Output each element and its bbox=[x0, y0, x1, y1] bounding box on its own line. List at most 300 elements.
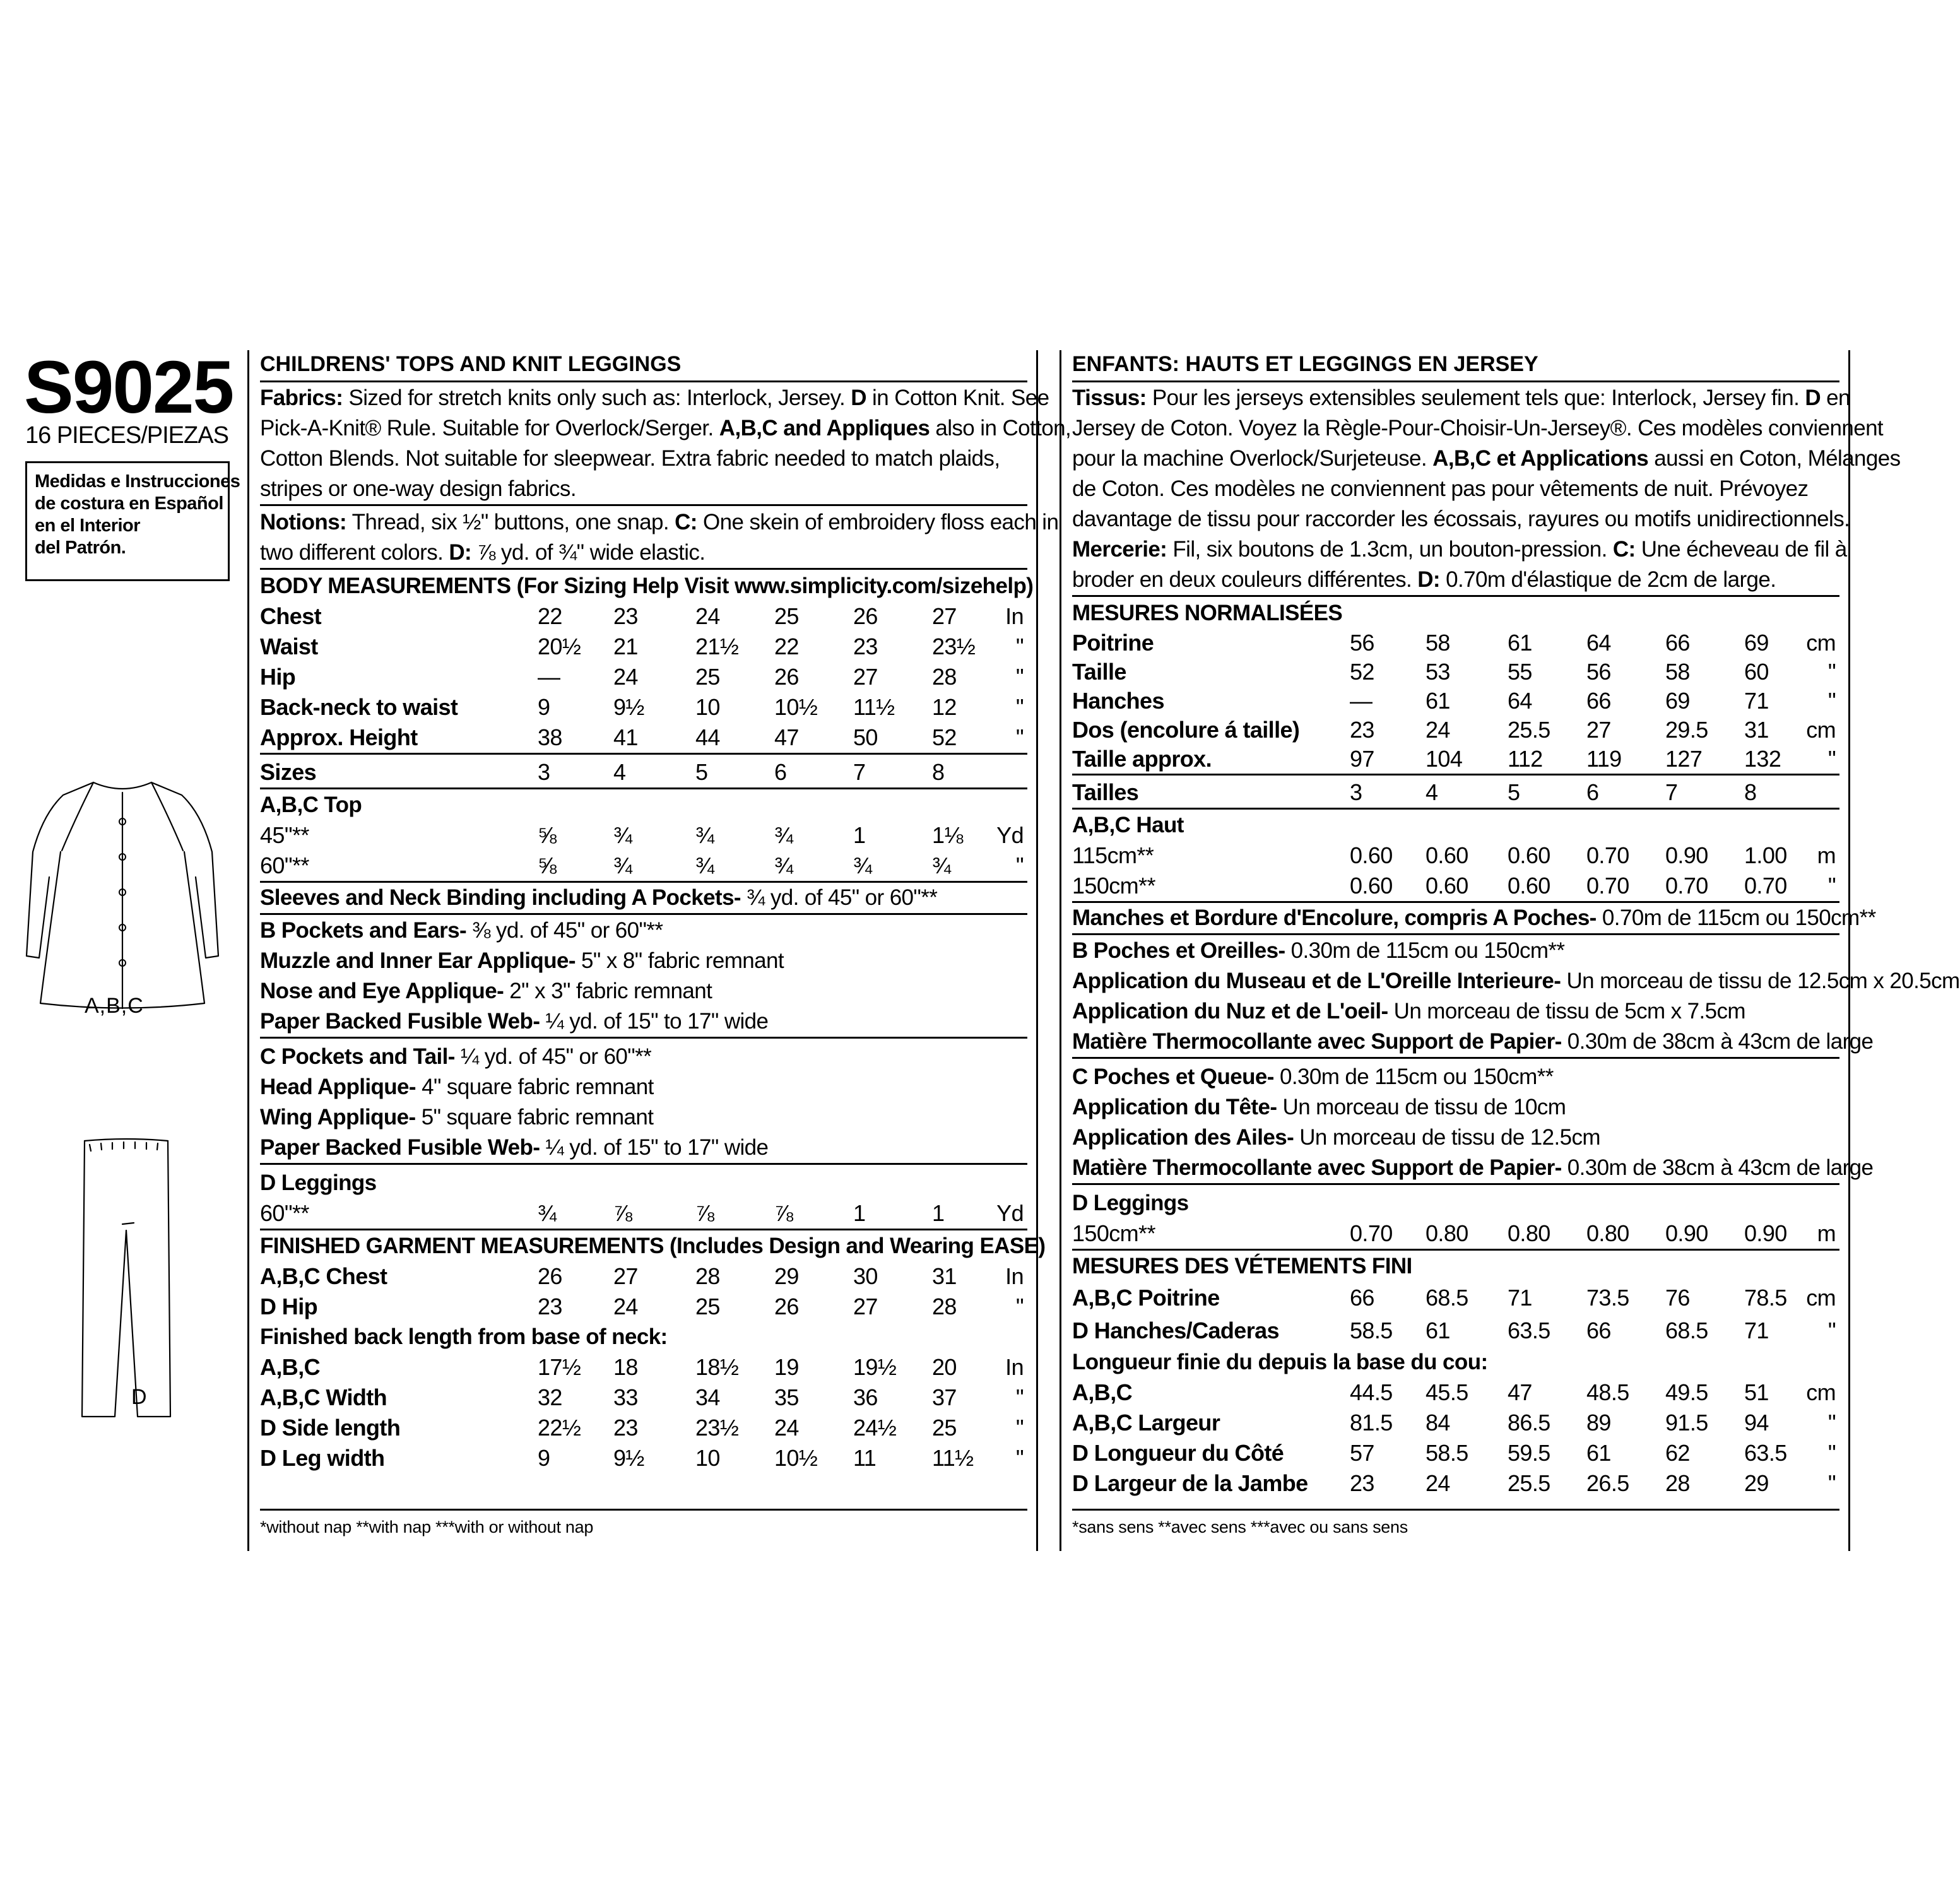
row-label: A,B,C bbox=[260, 1354, 320, 1380]
size-value: 29.5 bbox=[1665, 717, 1708, 743]
unit-label: m bbox=[1817, 842, 1836, 868]
size-value: 5 bbox=[1508, 779, 1520, 805]
unit-label: Yd bbox=[996, 822, 1024, 848]
section-heading: FINISHED GARMENT MEASUREMENTS (Includes Design and Wearing EASE) bbox=[260, 1234, 1046, 1258]
size-value: 25 bbox=[695, 664, 720, 690]
requirement-line: Application des Ailes- Un morceau de tissu de 12.5cm bbox=[1072, 1125, 1600, 1150]
row-label: D Side length bbox=[260, 1415, 401, 1441]
fabrics-line: Tissus: Pour les jerseys extensibles seulement tels que: Interlock, Jersey fin. D en bbox=[1072, 386, 1850, 410]
requirement-line: Application du Museau et de L'Oreille Interieure- Un morceau de tissu de 12.5cm x 20.5cm bbox=[1072, 969, 1960, 993]
unit-label: " bbox=[1827, 1470, 1836, 1496]
size-value: ¾ bbox=[613, 852, 632, 878]
size-value: 26 bbox=[774, 664, 799, 690]
section-heading: MESURES NORMALISÉES bbox=[1072, 601, 1343, 625]
size-value: 0.60 bbox=[1508, 842, 1550, 868]
size-value: 24 bbox=[613, 664, 638, 690]
size-value: 22½ bbox=[538, 1415, 581, 1441]
size-value: 4 bbox=[1426, 779, 1438, 805]
unit-label: " bbox=[1015, 664, 1024, 690]
english-title: CHILDRENS' TOPS AND KNIT LEGGINGS bbox=[260, 350, 1027, 382]
body-measurements-section bbox=[1072, 598, 1839, 775]
size-value: 0.80 bbox=[1508, 1220, 1550, 1246]
size-value: 69 bbox=[1665, 688, 1690, 714]
english-column bbox=[247, 350, 1072, 1551]
requirement-line: B Poches et Oreilles- 0.30m de 115cm ou 150cm** bbox=[1072, 938, 1565, 963]
size-value: ¾ bbox=[695, 822, 714, 848]
french-column bbox=[1060, 350, 1960, 1551]
unit-label: m bbox=[1817, 1220, 1836, 1246]
size-value: 44.5 bbox=[1350, 1379, 1393, 1405]
size-value: 49.5 bbox=[1665, 1379, 1708, 1405]
unit-label: " bbox=[1015, 634, 1024, 659]
sleeves-section bbox=[1072, 903, 1876, 935]
size-value: 18½ bbox=[695, 1354, 739, 1380]
size-value: 57 bbox=[1350, 1440, 1374, 1466]
size-value: 61 bbox=[1426, 1318, 1450, 1343]
row-label: D Hip bbox=[260, 1294, 317, 1319]
row-label: Taille bbox=[1072, 659, 1126, 685]
size-value: 68.5 bbox=[1426, 1285, 1468, 1311]
size-value: 0.90 bbox=[1744, 1220, 1787, 1246]
size-value: ¾ bbox=[774, 852, 793, 878]
size-value: 104 bbox=[1426, 746, 1463, 772]
leggings-view-drawing bbox=[76, 1129, 177, 1420]
unit-label: cm bbox=[1806, 1379, 1836, 1405]
unit-label: " bbox=[1827, 1318, 1836, 1343]
size-value: 21 bbox=[613, 634, 638, 659]
section-heading: D Leggings bbox=[260, 1171, 377, 1195]
size-value: — bbox=[538, 664, 560, 690]
table-row bbox=[260, 1352, 1027, 1383]
table-row bbox=[1072, 777, 1839, 808]
row-label: Hanches bbox=[1072, 688, 1164, 714]
size-value: 34 bbox=[695, 1384, 720, 1410]
leggings-yardage-section bbox=[260, 1168, 1027, 1230]
size-value: 28 bbox=[1665, 1470, 1690, 1496]
size-value: 9½ bbox=[613, 694, 644, 720]
section-heading: MESURES DES VÉTEMENTS FINI bbox=[1072, 1254, 1412, 1278]
size-value: 0.60 bbox=[1426, 873, 1468, 899]
size-value: 64 bbox=[1508, 688, 1532, 714]
size-value: 24 bbox=[613, 1294, 638, 1319]
table-row bbox=[1072, 716, 1839, 745]
unit-label: In bbox=[1005, 603, 1024, 629]
row-label: D Leg width bbox=[260, 1445, 385, 1471]
requirement-line: Head Applique- 4" square fabric remnant bbox=[260, 1075, 654, 1099]
size-value: 0.70 bbox=[1586, 873, 1629, 899]
size-value: 7 bbox=[1665, 779, 1678, 805]
size-value: 71 bbox=[1744, 1318, 1769, 1343]
notions-line: Mercerie: Fil, six boutons de 1.3cm, un bouton-pression. C: Une écheveau de fil à bbox=[1072, 537, 1847, 562]
size-value: 9 bbox=[538, 694, 550, 720]
unit-label: " bbox=[1015, 1445, 1024, 1471]
table-row bbox=[1072, 1468, 1839, 1499]
size-value: 26 bbox=[853, 603, 878, 629]
size-value: 0.70 bbox=[1744, 873, 1787, 899]
table-row bbox=[1072, 658, 1839, 687]
size-value: 58.5 bbox=[1426, 1440, 1468, 1466]
unit-label: " bbox=[1827, 873, 1836, 899]
size-value: 47 bbox=[1508, 1379, 1532, 1405]
size-value: 24 bbox=[1426, 1470, 1450, 1496]
size-value: 11½ bbox=[853, 694, 895, 720]
size-value: ⅝ bbox=[538, 852, 557, 878]
size-value: 17½ bbox=[538, 1354, 581, 1380]
size-value: 23½ bbox=[695, 1415, 739, 1441]
size-value: 0.90 bbox=[1665, 842, 1708, 868]
row-label: Approx. Height bbox=[260, 724, 418, 750]
row-label: A,B,C Largeur bbox=[1072, 1410, 1220, 1436]
requirement-line: Paper Backed Fusible Web- ¼ yd. of 15" to 17" wide bbox=[260, 1009, 769, 1034]
size-value: 10 bbox=[695, 1445, 720, 1471]
section-heading: Longueur finie du depuis la base du cou: bbox=[1072, 1350, 1488, 1374]
size-value: 23 bbox=[613, 603, 638, 629]
size-value: 25.5 bbox=[1508, 1470, 1550, 1496]
size-value: 38 bbox=[538, 724, 562, 750]
fabrics-line: Pick-A-Knit® Rule. Suitable for Overlock/Serger. A,B,C and Appliques also in Cotton, bbox=[260, 416, 1072, 440]
size-value: — bbox=[1350, 688, 1373, 714]
unit-label: " bbox=[1827, 1410, 1836, 1436]
section-heading: A,B,C Haut bbox=[1072, 813, 1184, 837]
size-value: 23 bbox=[1350, 1470, 1374, 1496]
size-value: 10 bbox=[695, 694, 720, 720]
size-value: ⅞ bbox=[613, 1200, 632, 1226]
unit-label: In bbox=[1005, 1263, 1024, 1289]
size-value: 5 bbox=[695, 759, 708, 785]
sleeves-line: Manches et Bordure d'Encolure, compris A Poches- 0.70m de 115cm ou 150cm** bbox=[1072, 905, 1876, 930]
sizes-section bbox=[260, 757, 1027, 789]
size-value: 37 bbox=[932, 1384, 957, 1410]
requirement-line: C Poches et Queue- 0.30m de 115cm ou 150cm** bbox=[1072, 1064, 1554, 1089]
size-value: 8 bbox=[932, 759, 945, 785]
unit-label: Yd bbox=[996, 1200, 1024, 1226]
table-row bbox=[1072, 628, 1839, 658]
table-row bbox=[260, 722, 1027, 753]
leggings-yardage-section bbox=[1072, 1188, 1839, 1251]
table-row bbox=[1072, 745, 1839, 774]
size-value: 63.5 bbox=[1508, 1318, 1550, 1343]
size-value: 4 bbox=[613, 759, 626, 785]
table-row bbox=[260, 632, 1027, 662]
section-heading: Finished back length from base of neck: bbox=[260, 1324, 668, 1349]
row-label: Back-neck to waist bbox=[260, 694, 458, 720]
size-value: 24 bbox=[774, 1415, 799, 1441]
top-view-label: A,B,C bbox=[85, 994, 144, 1018]
fabrics-section bbox=[1072, 383, 1901, 534]
sizes-section bbox=[1072, 777, 1839, 810]
size-value: 31 bbox=[932, 1263, 957, 1289]
size-value: 62 bbox=[1665, 1440, 1690, 1466]
unit-label: " bbox=[1015, 1384, 1024, 1410]
size-value: 1.00 bbox=[1744, 842, 1787, 868]
table-row bbox=[1072, 1314, 1839, 1347]
size-value: ¾ bbox=[932, 852, 951, 878]
table-row bbox=[1072, 1218, 1839, 1249]
requirement-line: Matière Thermocollante avec Support de Papier- 0.30m de 38cm à 43cm de large bbox=[1072, 1029, 1874, 1054]
notions-section bbox=[1072, 534, 1847, 597]
row-label: A,B,C bbox=[1072, 1379, 1132, 1405]
size-value: 10½ bbox=[774, 694, 818, 720]
note-line: del Patrón. bbox=[35, 538, 126, 558]
size-value: 26 bbox=[538, 1263, 562, 1289]
size-value: 56 bbox=[1586, 659, 1611, 685]
requirement-line: Muzzle and Inner Ear Applique- 5" x 8" fabric remnant bbox=[260, 948, 784, 973]
size-value: 23 bbox=[538, 1294, 562, 1319]
size-value: 3 bbox=[538, 759, 550, 785]
table-row bbox=[1072, 871, 1839, 901]
size-value: 7 bbox=[853, 759, 866, 785]
size-value: 58 bbox=[1665, 659, 1690, 685]
table-row bbox=[260, 757, 1027, 787]
size-value: 23½ bbox=[932, 634, 976, 659]
row-label: D Longueur du Côté bbox=[1072, 1440, 1284, 1466]
view-c-extras-section bbox=[260, 1042, 1027, 1165]
size-value: ¾ bbox=[613, 822, 632, 848]
table-row bbox=[1072, 840, 1839, 871]
size-value: ¾ bbox=[853, 852, 872, 878]
row-label: Poitrine bbox=[1072, 630, 1154, 656]
row-label: D Hanches/Caderas bbox=[1072, 1318, 1279, 1343]
size-value: 0.60 bbox=[1508, 873, 1550, 899]
french-title: ENFANTS: HAUTS ET LEGGINGS EN JERSEY bbox=[1072, 350, 1839, 382]
table-row bbox=[260, 851, 1027, 881]
top-yardage-section bbox=[1072, 810, 1839, 903]
row-label: A,B,C Poitrine bbox=[1072, 1285, 1220, 1311]
unit-label: " bbox=[1015, 724, 1024, 750]
size-value: 48.5 bbox=[1586, 1379, 1629, 1405]
size-value: 66 bbox=[1586, 688, 1611, 714]
size-value: 29 bbox=[774, 1263, 799, 1289]
size-value: 119 bbox=[1586, 746, 1622, 772]
size-value: 66 bbox=[1665, 630, 1690, 656]
size-value: 0.60 bbox=[1350, 842, 1393, 868]
size-value: ¾ bbox=[695, 852, 714, 878]
size-value: 18 bbox=[613, 1354, 638, 1380]
requirement-line: Application du Tête- Un morceau de tissu de 10cm bbox=[1072, 1095, 1566, 1119]
size-value: 1 bbox=[853, 1200, 866, 1226]
view-b-extras-section bbox=[260, 916, 1027, 1039]
size-value: 19½ bbox=[853, 1354, 897, 1380]
section-heading: BODY MEASUREMENTS (For Sizing Help Visit www.simplicity.com/sizehelp) bbox=[260, 574, 1034, 598]
size-value: 12 bbox=[932, 694, 957, 720]
size-value: 8 bbox=[1744, 779, 1757, 805]
requirement-line: Wing Applique- 5" square fabric remnant bbox=[260, 1105, 654, 1129]
table-row bbox=[260, 601, 1027, 632]
size-value: 47 bbox=[774, 724, 799, 750]
size-value: 45.5 bbox=[1426, 1379, 1468, 1405]
size-value: 52 bbox=[932, 724, 957, 750]
size-value: 22 bbox=[774, 634, 799, 659]
table-row bbox=[260, 820, 1027, 851]
size-value: 25.5 bbox=[1508, 717, 1550, 743]
size-value: 9½ bbox=[613, 1445, 644, 1471]
size-value: 68.5 bbox=[1665, 1318, 1708, 1343]
size-value: 22 bbox=[538, 603, 562, 629]
footnote: *without nap **with nap ***with or without nap bbox=[260, 1518, 594, 1536]
body-measurements-section bbox=[260, 571, 1034, 755]
pattern-info-column bbox=[24, 346, 240, 1549]
size-value: 27 bbox=[853, 1294, 878, 1319]
size-value: 25 bbox=[932, 1415, 957, 1441]
size-value: 71 bbox=[1508, 1285, 1532, 1311]
size-value: 76 bbox=[1665, 1285, 1690, 1311]
size-value: 84 bbox=[1426, 1410, 1450, 1436]
size-value: 0.80 bbox=[1586, 1220, 1629, 1246]
size-value: ⅞ bbox=[695, 1200, 714, 1226]
size-value: 28 bbox=[695, 1263, 720, 1289]
size-value: 51 bbox=[1744, 1379, 1769, 1405]
size-value: 127 bbox=[1665, 746, 1703, 772]
size-value: 1 bbox=[853, 822, 866, 848]
requirement-line: B Pockets and Ears- ⅜ yd. of 45" or 60"** bbox=[260, 918, 663, 943]
size-value: 59.5 bbox=[1508, 1440, 1550, 1466]
size-value: 27 bbox=[853, 664, 878, 690]
size-value: 63.5 bbox=[1744, 1440, 1787, 1466]
size-value: 58 bbox=[1426, 630, 1450, 656]
unit-label: In bbox=[1005, 1354, 1024, 1380]
row-label: 45"** bbox=[260, 822, 309, 848]
size-value: 11 bbox=[853, 1445, 877, 1471]
size-value: 28 bbox=[932, 1294, 957, 1319]
requirement-line: Matière Thermocollante avec Support de Papier- 0.30m de 38cm à 43cm de large bbox=[1072, 1155, 1874, 1180]
unit-label: " bbox=[1827, 688, 1836, 714]
size-value: 21½ bbox=[695, 634, 739, 659]
size-value: 66 bbox=[1586, 1318, 1611, 1343]
notions-line: two different colors. D: ⅞ yd. of ¾" wide elastic. bbox=[260, 540, 705, 565]
size-value: 10½ bbox=[774, 1445, 818, 1471]
size-value: 0.80 bbox=[1426, 1220, 1468, 1246]
size-value: 64 bbox=[1586, 630, 1611, 656]
sleeves-line: Sleeves and Neck Binding including A Pockets- ¾ yd. of 45" or 60"** bbox=[260, 885, 938, 910]
size-value: 31 bbox=[1744, 717, 1769, 743]
notions-section bbox=[260, 507, 1059, 570]
footer-divider bbox=[1072, 1509, 1839, 1511]
size-value: 30 bbox=[853, 1263, 878, 1289]
unit-label: cm bbox=[1806, 717, 1836, 743]
table-row bbox=[260, 662, 1027, 692]
size-value: 9 bbox=[538, 1445, 550, 1471]
size-value: 24½ bbox=[853, 1415, 897, 1441]
size-value: 91.5 bbox=[1665, 1410, 1708, 1436]
size-value: 36 bbox=[853, 1384, 878, 1410]
size-value: 27 bbox=[613, 1263, 638, 1289]
size-value: 26 bbox=[774, 1294, 799, 1319]
row-label: Waist bbox=[260, 634, 318, 659]
row-label: D Largeur de la Jambe bbox=[1072, 1470, 1308, 1496]
sleeves-section bbox=[260, 883, 1027, 915]
row-label: 60"** bbox=[260, 1200, 309, 1226]
table-row bbox=[1072, 1438, 1839, 1468]
row-label: A,B,C Width bbox=[260, 1384, 387, 1410]
table-row bbox=[260, 1198, 1027, 1229]
size-value: 25 bbox=[774, 603, 799, 629]
row-label: 150cm** bbox=[1072, 1220, 1155, 1246]
section-heading: A,B,C Top bbox=[260, 793, 362, 817]
size-value: 71 bbox=[1744, 688, 1769, 714]
size-value: 58.5 bbox=[1350, 1318, 1393, 1343]
size-value: 6 bbox=[1586, 779, 1599, 805]
size-value: 112 bbox=[1508, 746, 1543, 772]
size-value: 28 bbox=[932, 664, 957, 690]
size-value: 0.60 bbox=[1350, 873, 1393, 899]
size-value: 66 bbox=[1350, 1285, 1374, 1311]
note-line: de costura en Español bbox=[35, 493, 223, 514]
size-value: 41 bbox=[613, 724, 638, 750]
size-value: 1⅛ bbox=[932, 822, 963, 848]
size-value: 55 bbox=[1508, 659, 1532, 685]
fabrics-line: Fabrics: Sized for stretch knits only such as: Interlock, Jersey. D in Cotton Knit. See bbox=[260, 386, 1049, 410]
size-value: 27 bbox=[932, 603, 957, 629]
size-value: 20½ bbox=[538, 634, 581, 659]
size-value: 132 bbox=[1744, 746, 1781, 772]
size-value: 24 bbox=[1426, 717, 1450, 743]
size-value: ⅞ bbox=[774, 1200, 793, 1226]
piece-count: 16 PIECES/PIEZAS bbox=[25, 422, 228, 449]
size-value: 0.60 bbox=[1426, 842, 1468, 868]
size-value: 89 bbox=[1586, 1410, 1611, 1436]
size-value: 61 bbox=[1508, 630, 1532, 656]
size-value: 35 bbox=[774, 1384, 799, 1410]
size-value: 0.70 bbox=[1586, 842, 1629, 868]
section-heading: D Leggings bbox=[1072, 1191, 1189, 1215]
row-label: Sizes bbox=[260, 759, 317, 785]
size-value: 11½ bbox=[932, 1445, 974, 1471]
fabrics-section bbox=[260, 383, 1072, 506]
requirement-line: Paper Backed Fusible Web- ¼ yd. of 15" to 17" wide bbox=[260, 1135, 769, 1160]
size-value: 56 bbox=[1350, 630, 1374, 656]
size-value: 33 bbox=[613, 1384, 638, 1410]
spanish-instructions-note bbox=[25, 461, 240, 581]
size-value: 24 bbox=[695, 603, 720, 629]
size-value: 1 bbox=[932, 1200, 945, 1226]
table-row bbox=[260, 692, 1027, 722]
size-value: 23 bbox=[613, 1415, 638, 1441]
size-value: 23 bbox=[853, 634, 878, 659]
unit-label: " bbox=[1827, 746, 1836, 772]
fabrics-line: Cotton Blends. Not suitable for sleepwear. Extra fabric needed to match plaids, bbox=[260, 446, 1000, 471]
size-value: 27 bbox=[1586, 717, 1611, 743]
table-row bbox=[1072, 1408, 1839, 1438]
table-row bbox=[1072, 1282, 1839, 1314]
size-value: ¾ bbox=[774, 822, 793, 848]
size-value: 81.5 bbox=[1350, 1410, 1393, 1436]
row-label: 115cm** bbox=[1072, 842, 1154, 868]
fabrics-line: stripes or one-way design fabrics. bbox=[260, 476, 576, 501]
notions-line: broder en deux couleurs différentes. D: 0.70m d'élastique de 2cm de large. bbox=[1072, 567, 1776, 592]
unit-label: " bbox=[1827, 1440, 1836, 1466]
unit-label: cm bbox=[1806, 630, 1836, 656]
size-value: 69 bbox=[1744, 630, 1769, 656]
row-label: 150cm** bbox=[1072, 873, 1155, 899]
requirement-line: C Pockets and Tail- ¼ yd. of 45" or 60"** bbox=[260, 1044, 652, 1069]
top-back-view-drawing bbox=[24, 776, 221, 1016]
view-b-extras-section bbox=[1072, 936, 1960, 1059]
size-value: 44 bbox=[695, 724, 720, 750]
size-value: 53 bbox=[1426, 659, 1450, 685]
unit-label: cm bbox=[1806, 1285, 1836, 1311]
fabrics-line: davantage de tissu pour raccorder les écossais, rayures ou motifs unidirectionnels. bbox=[1072, 507, 1850, 531]
row-label: Hip bbox=[260, 664, 296, 690]
requirement-line: Nose and Eye Applique- 2" x 3" fabric remnant bbox=[260, 979, 712, 1003]
fabrics-line: Jersey de Coton. Voyez la Règle-Pour-Choisir-Un-Jersey®. Ces modèles conviennent bbox=[1072, 416, 1884, 440]
size-value: 19 bbox=[774, 1354, 799, 1380]
size-value: 23 bbox=[1350, 717, 1374, 743]
requirement-line: Application du Nuz et de L'oeil- Un morceau de tissu de 5cm x 7.5cm bbox=[1072, 999, 1745, 1023]
size-value: 52 bbox=[1350, 659, 1374, 685]
table-row bbox=[260, 1292, 1027, 1322]
size-value: 0.70 bbox=[1665, 873, 1708, 899]
unit-label: " bbox=[1015, 694, 1024, 720]
